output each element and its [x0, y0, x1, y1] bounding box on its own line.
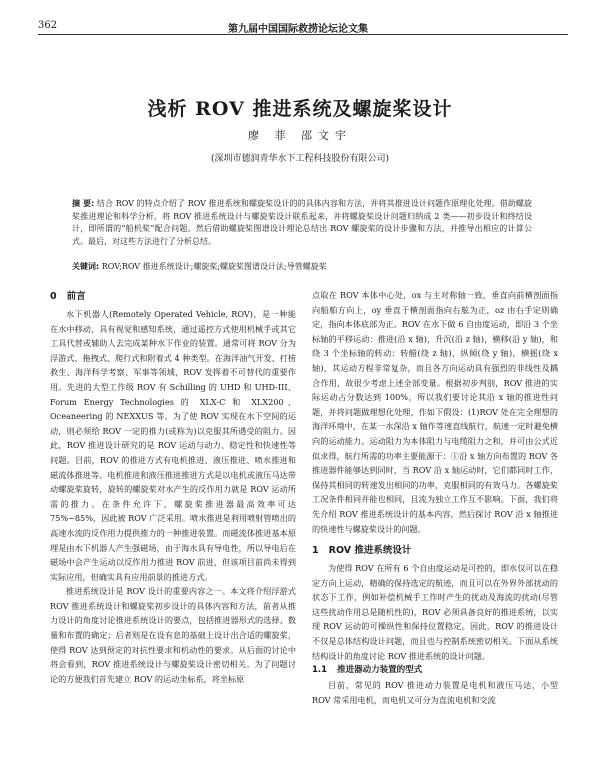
keywords — [72, 261, 532, 273]
body-paragraph: 为使得 ROV 在所有 6 个自由度运动是可控的，即水仅可以在稳定方向上运动，精确的保持选定的航迹，而且可以在外界外部扰动的状态下工作，例如补偿机械手工作时产生的扰动及海流的扰动(尽管这些扰动作用总是随机性的)，ROV 必须具备良好的推进系统，以实现 ROV 运动的可操纵性和保持位置稳定。因此，ROV 的推进设计不仅是总体结构设计问题，而且也与控制系统密切相关。下面从系统结构设计的角度讨论 ROV 推进系统的设计问题。 — [312, 563, 558, 661]
body-paragraph: 推进系统设计是 ROV 设计的重要内容之一。本文将介绍浮游式 ROV 推进系统设计和螺旋桨初步设计的具体内容和方法，前者从推力设计的角度讨论推进系统设计的要点，包括推进器形式的选择、数量和布置的确定；后者则是在设有息的基础上设计出合适的螺旋桨，使得 ROV 达到预定的对抗性要求和机动性的要求。从后面的讨论中将会看到，ROV 推进系统设计与螺旋桨设计密切相关。为了问题讨论的方便我们首先建立 ROV 的运动坐标系，将坐标原 — [50, 586, 296, 684]
subsection-number: 1.1 — [312, 665, 328, 676]
section-title: ROV 推进系统设计 — [328, 545, 412, 557]
section-heading-propulsion — [312, 542, 558, 559]
section-heading-intro — [50, 288, 296, 305]
left-column — [50, 288, 296, 748]
subsection-title: 推进器动力装置的型式 — [337, 665, 423, 676]
body-paragraph: 点取在 ROV 本体中心处，ox 与主对称轴一致，垂直向前横剖面指向船舶方向上，oy 垂直于横剖面指向右舷为正，oz 由右手定则确定，指向本体底部为正。ROV 在水下做 6 自由度运动，即沿 3 个坐标轴的平移运动：推进(沿 x 轴)，升沉(沿 z 轴)，横移(沿 y 轴)，和绕 3 个坐标轴的转动：转艏(绕 z 轴)，纵倾(绕 y 轴)，横摇(绕 x 轴)，其运动方程非常复杂，而且各方向运动具有强烈的非线性及耦合作用，故很少考虑上述全部变量。根据初步判别，ROV 推进的实际运动占分数达到 100%，所以我们要讨论其沿 x 轴的推进性问题，并将问题做理想化处理，作如下假设：(1)ROV 处在完全理想的海洋环境中，在某一水深沿 x 轴作等速直线航行，航速一定时避免横向的运动能力。运动阻力为本体阻力与电缆阻力之和，并可由公式近似求得，航行所需的功率主要能源于：①沿 x 轴方向布置的 ROV 各推进器件能够达到同时，当 ROV 沿 x 轴运动时，它们都同时工作，保持其相同的转速发出相同的功率，克服相同的有效马力。各螺旋桨工况条件相同并能也相同，且流为独立工作互不影响。下面，我们将先介绍 ROV 推进系统设计的基本内容，然后探讨 ROV 沿 x 轴推进的快速性与螺旋桨设计的问题。 — [312, 290, 558, 534]
section-number: 0 — [50, 291, 57, 302]
keywords-text: ROV;ROV 推进系统设计;螺旋桨;螺旋桨图谱设计法;导管螺旋桨 — [101, 262, 327, 271]
section-number: 1 — [312, 545, 319, 557]
paper-affiliation: (深圳市德润青华水下工程科技股份有限公司) — [210, 154, 390, 164]
abstract-label: 摘 要: — [72, 199, 95, 208]
conference-name: 第九届中国国际救捞论坛论文集 — [228, 24, 368, 35]
page-number: 362 — [38, 20, 58, 31]
paper-title: 浅析 ROV 推进系统及螺旋桨设计 — [147, 98, 453, 120]
abstract — [72, 198, 532, 248]
keywords-label: 关键词: — [72, 262, 100, 271]
body-paragraph: 目前，常见的 ROV 推进动力装置是电机和液压马达，小型 ROV 常采用电机，而电机又可分为直流电机和交流 — [312, 680, 558, 705]
running-header — [38, 20, 568, 35]
paper-authors: 廖 菲 邵文宇 — [248, 129, 352, 142]
subsection-heading — [312, 663, 558, 678]
body-paragraph: 水下机器人(Remotely Operated Vehicle, ROV)，是一种能在水中移动，具有视觉和感知系统，通过遥控方式使用机械手或其它工具代替或辅助人去完成某种水下作业的装置。通常可将 ROV 分为浮游式、拖拽式、爬行式和附着式 4 种类型。在海洋油气开发、打捞救生、海洋科学考察、军事等领域，ROV 发挥着不可替代的重要作用。先进的大型工作级 ROV 有 Schilling 的 UHD 和 UHD-III、Forum Energy Technologies 的 XLX-C 和 XLX200、Oceaneering 的 NEXXUS 等。为了使 ROV 实现在水下空间的运动，则必须给 ROV 一定的推力(或称为)以克服其所遇受的阻力。因此，ROV 推进设计研究的是 ROV 运动与动力、稳定性和快速性等问题。目前，ROV 的推进方式有电机推进、液压推进、喷水推进和磁流体推进等。电机推进和液压推进推进方式是以电机或液压马达带动螺旋桨旋转，旋转的螺旋桨对水产生的反作用力就是 ROV 运动所需的推力。在条件允许下，螺旋桨推进器最高效率可达 75%~85%，因此被 ROV 广泛采用。喷水推进是利用喷射管喷出的高速水流的反作用力提供推力的一种推进装置。而磁流体推进基本原理是由水下机器人产生强磁场，由于海水具有导电性，所以导电后在磁场中会产生运动以反作用力推进 ROV 前进，但该项目前尚未得到实际应用，但确实具有应用前景的推进方式。 — [50, 309, 296, 582]
section-title: 前言 — [66, 291, 86, 302]
right-column — [312, 288, 558, 748]
abstract-text: 结合 ROV 的特点介绍了 ROV 推进系统和螺旋桨设计的的具体内容和方法，并将其推进设计问题作原理化处理。借助螺旋桨推进理论和科学分析，将 ROV 推进系统设计与螺旋桨设计联系起来，并将螺旋桨设计问题归纳成 2 类——初步设计和终结设计，即所谓的“船机桨”配合问题。然后借助螺旋桨图谱设计理论总结出 ROV 螺旋桨的设计步骤和方法，并推导出相应的计算公式。最后，对这些方法进行了分析总结。 — [72, 199, 533, 246]
